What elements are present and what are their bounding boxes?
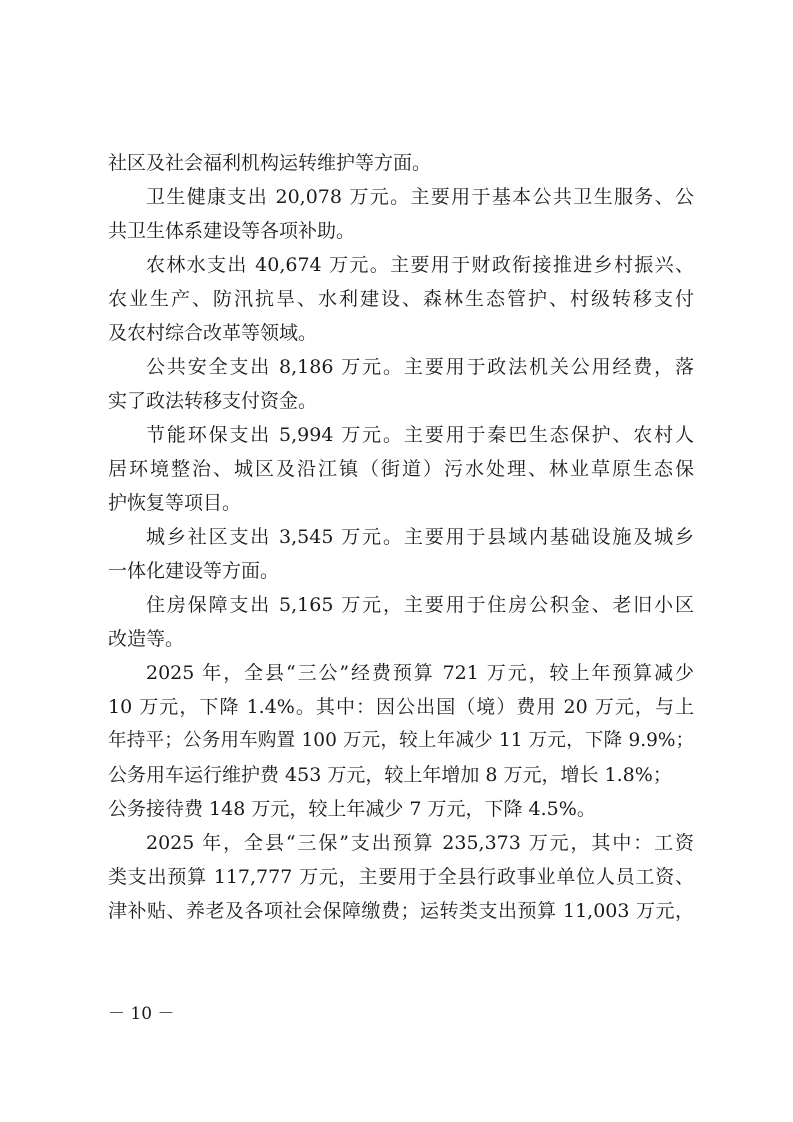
text-line: 及农村综合改革等领域。: [108, 322, 318, 344]
text-line: 类支出预算 117,777 万元，主要用于全县行政事业单位人员工资、: [108, 866, 694, 888]
text-line: 年持平；公务用车购置 100 万元，较上年减少 11 万元，下降 9.9%；: [108, 730, 694, 751]
text-line: 共卫生体系建设等各项补助。: [108, 220, 356, 242]
text-line: 社区及社会福利机构运转维护等方面。: [108, 152, 432, 174]
text-line: 农林水支出 40,674 万元。主要用于财政衔接推进乡村振兴、: [146, 254, 694, 276]
text-line: 公共安全支出 8,186 万元。主要用于政法机关公用经费，落: [146, 356, 694, 378]
text-line: 2025 年，全县“三保”支出预算 235,373 万元，其中：工资: [146, 832, 694, 854]
text-line: 公务用车运行维护费 453 万元，较上年增加 8 万元，增长 1.8%；: [108, 764, 672, 786]
body-text: [108, 146, 694, 928]
text-line: 住房保障支出 5,165 万元，主要用于住房公积金、老旧小区: [146, 594, 694, 616]
text-line: 居环境整治、城区及沿江镇（街道）污水处理、林业草原生态保: [108, 458, 694, 480]
text-line: 节能环保支出 5,994 万元。主要用于秦巴生态保护、农村人: [146, 424, 694, 446]
text-line: 2025 年，全县“三公”经费预算 721 万元，较上年预算减少: [146, 662, 694, 684]
text-line: 津补贴、养老及各项社会保障缴费；运转类支出预算 11,003 万元，: [108, 900, 694, 922]
text-line: 护恢复等项目。: [108, 492, 242, 514]
page-number: － 10 －: [108, 1004, 175, 1024]
text-line: 公务接待费 148 万元，较上年减少 7 万元，下降 4.5%。: [108, 798, 596, 820]
text-line: 10 万元，下降 1.4%。其中：因公出国（境）费用 20 万元，与上: [108, 696, 694, 718]
text-line: 卫生健康支出 20,078 万元。主要用于基本公共卫生服务、公: [146, 186, 694, 208]
text-line: 实了政法转移支付资金。: [108, 390, 318, 412]
text-line: 城乡社区支出 3,545 万元。主要用于县域内基础设施及城乡: [146, 526, 694, 548]
text-line: 改造等。: [108, 628, 185, 650]
text-line: 一体化建设等方面。: [108, 560, 280, 582]
text-line: 农业生产、防汛抗旱、水利建设、森林生态管护、村级转移支付: [108, 288, 694, 310]
